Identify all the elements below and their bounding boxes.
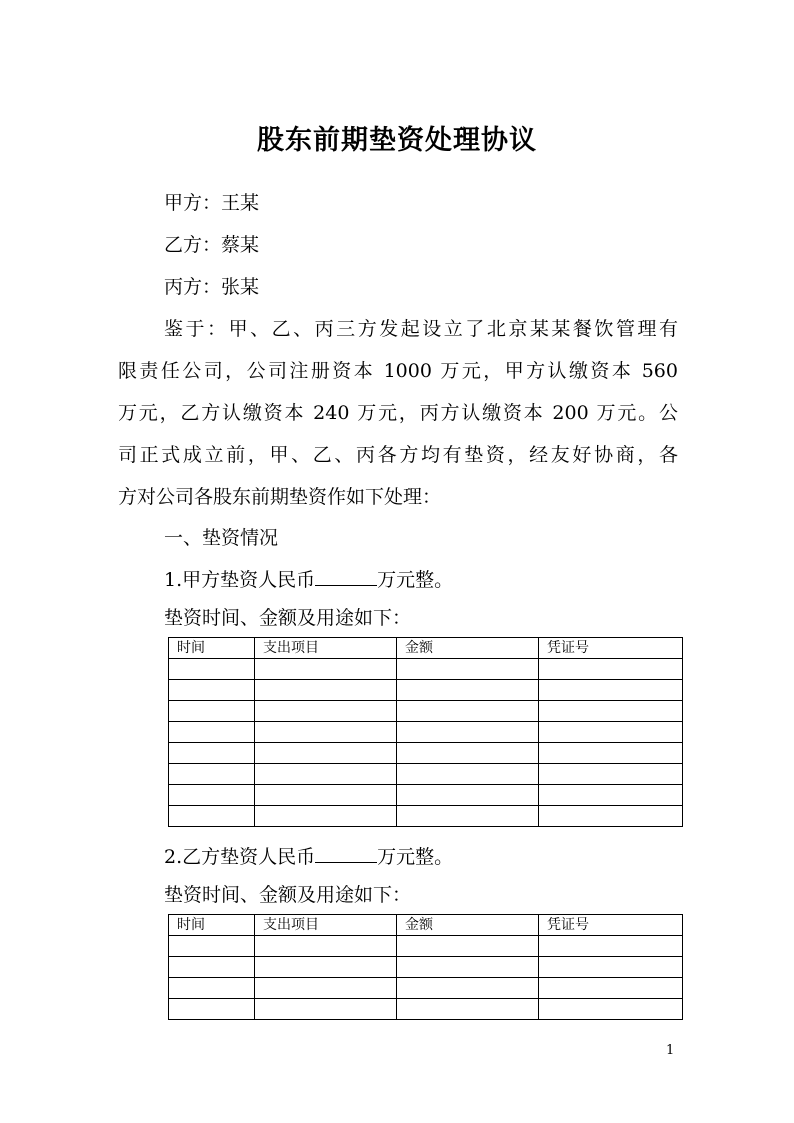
- item-2-detail-label: 垫资时间、金额及用途如下：: [164, 884, 412, 906]
- table-cell: [397, 806, 539, 827]
- table-cell: [397, 978, 539, 999]
- table-cell: [255, 999, 397, 1020]
- item-1-prefix: 1.甲方垫资人民币: [164, 569, 316, 591]
- table-cell: [255, 936, 397, 957]
- table-cell: [255, 743, 397, 764]
- table-cell: [539, 701, 683, 722]
- document-title: 股东前期垫资处理协议: [257, 125, 537, 156]
- whereas-line-1: 鉴于：甲、乙、丙三方发起设立了北京某某餐饮管理有: [164, 318, 678, 340]
- table-cell: [539, 957, 683, 978]
- item-2-suffix: 万元整。: [377, 846, 454, 868]
- table-cell: [539, 743, 683, 764]
- header-time: 时间: [169, 915, 255, 936]
- table-cell: [255, 680, 397, 701]
- header-expense-item: 支出项目: [255, 638, 397, 659]
- table-row: [169, 764, 683, 785]
- table-row: [169, 999, 683, 1020]
- table-cell: [255, 701, 397, 722]
- table-row: [169, 680, 683, 701]
- table-row: [169, 978, 683, 999]
- table-cell: [539, 659, 683, 680]
- table-cell: [539, 936, 683, 957]
- header-amount: 金额: [397, 638, 539, 659]
- whereas-line-3: 万元，乙方认缴资本 240 万元，丙方认缴资本 200 万元。公: [118, 402, 678, 424]
- table-cell: [397, 957, 539, 978]
- table-cell: [169, 999, 255, 1020]
- table-cell: [255, 764, 397, 785]
- table-cell: [539, 806, 683, 827]
- table-cell: [539, 978, 683, 999]
- table-cell: [397, 999, 539, 1020]
- table-cell: [255, 659, 397, 680]
- party-a: 甲方：王某: [164, 192, 260, 214]
- table-row: [169, 806, 683, 827]
- header-amount: 金额: [397, 915, 539, 936]
- table-cell: [397, 743, 539, 764]
- table-cell: [169, 978, 255, 999]
- table-header-row: [169, 638, 683, 659]
- table-cell: [169, 680, 255, 701]
- table-row: [169, 701, 683, 722]
- item-1-amount-blank: [315, 569, 377, 586]
- table-cell: [169, 743, 255, 764]
- table-cell: [255, 785, 397, 806]
- table-row: [169, 722, 683, 743]
- table-row: [169, 936, 683, 957]
- table-cell: [397, 785, 539, 806]
- whereas-line-2: 限责任公司，公司注册资本 1000 万元，甲方认缴资本 560: [118, 360, 678, 382]
- header-time: 时间: [169, 638, 255, 659]
- table-cell: [539, 764, 683, 785]
- party-a-ledger-table: [168, 637, 683, 827]
- party-b: 乙方：蔡某: [164, 234, 260, 256]
- table-cell: [397, 764, 539, 785]
- table-cell: [397, 680, 539, 701]
- item-1-detail-label: 垫资时间、金额及用途如下：: [164, 607, 412, 629]
- table-cell: [397, 659, 539, 680]
- party-c: 丙方：张某: [164, 276, 260, 298]
- table-cell: [397, 936, 539, 957]
- table-cell: [255, 722, 397, 743]
- table-cell: [255, 978, 397, 999]
- table-header-row: [169, 915, 683, 936]
- party-b-ledger-table: [168, 914, 683, 1020]
- item-2-amount-blank: [315, 846, 377, 863]
- table-row: [169, 659, 683, 680]
- table-cell: [539, 722, 683, 743]
- header-expense-item: 支出项目: [255, 915, 397, 936]
- table-cell: [397, 701, 539, 722]
- table-cell: [169, 659, 255, 680]
- table-cell: [255, 957, 397, 978]
- table-cell: [169, 806, 255, 827]
- table-cell: [169, 722, 255, 743]
- item-2-prefix: 2.乙方垫资人民币: [164, 846, 316, 868]
- table-row: [169, 743, 683, 764]
- table-cell: [539, 680, 683, 701]
- table-row: [169, 785, 683, 806]
- item-1: [164, 565, 453, 592]
- page-number: 1: [666, 1043, 675, 1058]
- table-cell: [169, 764, 255, 785]
- table-cell: [539, 785, 683, 806]
- item-2: [164, 842, 453, 869]
- table-cell: [169, 957, 255, 978]
- table-cell: [169, 701, 255, 722]
- header-voucher-no: 凭证号: [539, 915, 683, 936]
- table-cell: [397, 722, 539, 743]
- whereas-line-5: 方对公司各股东前期垫资作如下处理：: [118, 486, 442, 508]
- table-cell: [169, 785, 255, 806]
- whereas-line-4: 司正式成立前，甲、乙、丙各方均有垫资，经友好协商，各: [118, 444, 678, 466]
- table-cell: [539, 999, 683, 1020]
- table-row: [169, 957, 683, 978]
- item-1-suffix: 万元整。: [377, 569, 454, 591]
- header-voucher-no: 凭证号: [539, 638, 683, 659]
- table-cell: [255, 806, 397, 827]
- section-1-heading: 一、垫资情况: [164, 527, 279, 549]
- table-cell: [169, 936, 255, 957]
